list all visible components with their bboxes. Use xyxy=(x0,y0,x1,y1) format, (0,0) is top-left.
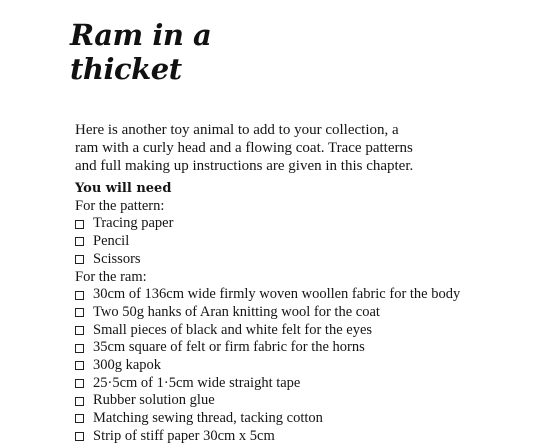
checkbox-icon xyxy=(75,344,84,353)
checklist-item-paper-strip xyxy=(75,428,525,446)
item-label: 300g kapok xyxy=(93,357,162,374)
checklist-item-eye-felt xyxy=(75,322,525,340)
page-title xyxy=(70,18,211,86)
checkbox-icon xyxy=(75,379,84,388)
checkbox-icon xyxy=(75,432,84,441)
intro-line-1: Here is another toy animal to add to your collection, a xyxy=(75,122,399,138)
checklist-item-scissors xyxy=(75,251,525,269)
intro-paragraph xyxy=(75,121,520,175)
checkbox-icon xyxy=(75,308,84,317)
item-label: Scissors xyxy=(93,250,141,267)
item-label: Tracing paper xyxy=(93,215,174,232)
checkbox-icon xyxy=(75,397,84,406)
intro-line-3: and full making up instructions are given in this chapter. xyxy=(75,158,414,174)
title-line-1: Ram in a xyxy=(70,18,212,52)
item-label: 35cm square of felt or firm fabric for the horns xyxy=(93,339,365,356)
checklist-item-tape xyxy=(75,375,525,393)
checklist-item-woollen-fabric xyxy=(75,286,525,304)
checklist-item-tracing-paper xyxy=(75,215,525,233)
checkbox-icon xyxy=(75,255,84,264)
checkbox-icon xyxy=(75,326,84,335)
checklist-item-pencil xyxy=(75,233,525,251)
item-label: Strip of stiff paper 30cm x 5cm xyxy=(93,427,275,444)
intro-line-2: ram with a curly head and a flowing coat. Trace patterns xyxy=(75,140,413,156)
checklist-item-thread xyxy=(75,410,525,428)
item-label: Pencil xyxy=(93,233,130,250)
checklist-item-kapok xyxy=(75,357,525,375)
pattern-section-label: For the pattern: xyxy=(75,197,165,214)
requirements-list xyxy=(75,180,525,446)
item-label: 30cm of 136cm wide firmly woven woollen fabric for the body xyxy=(93,286,461,303)
checkbox-icon xyxy=(75,237,84,246)
title-line-2: thicket xyxy=(70,52,182,86)
item-label: Matching sewing thread, tacking cotton xyxy=(93,410,323,427)
checkbox-icon xyxy=(75,220,84,229)
item-label: Two 50g hanks of Aran knitting wool for the coat xyxy=(93,303,380,320)
checklist-item-glue xyxy=(75,392,525,410)
you-will-need-heading: You will need xyxy=(75,181,172,196)
ram-section-label: For the ram: xyxy=(75,268,147,285)
checkbox-icon xyxy=(75,291,84,300)
checklist-item-aran-wool xyxy=(75,304,525,322)
item-label: Small pieces of black and white felt for the eyes xyxy=(93,321,373,338)
item-label: Rubber solution glue xyxy=(93,392,215,409)
item-label: 25·5cm of 1·5cm wide straight tape xyxy=(93,374,301,391)
checkbox-icon xyxy=(75,414,84,423)
checklist-item-horn-felt xyxy=(75,339,525,357)
checkbox-icon xyxy=(75,361,84,370)
